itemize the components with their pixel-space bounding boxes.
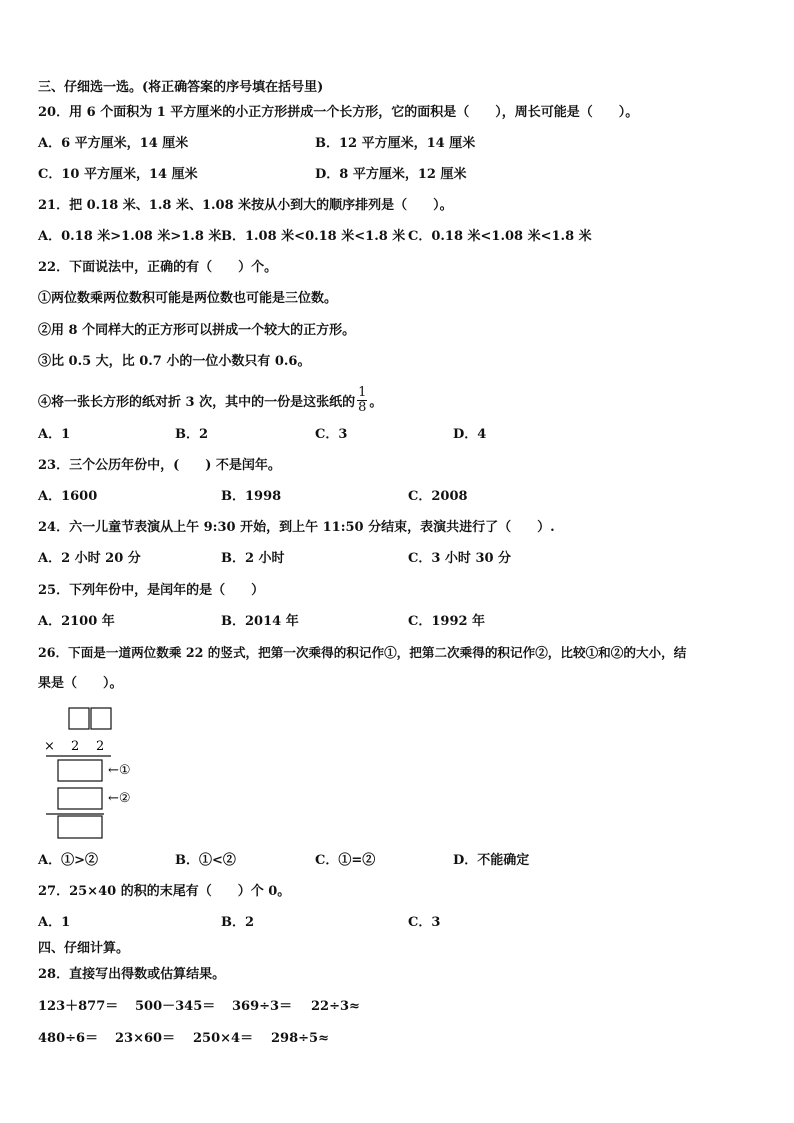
calc-item: 500－345＝ bbox=[135, 999, 216, 1014]
question-27-option-c[interactable]: C．3 bbox=[408, 915, 441, 930]
question-28-stem: 28．直接写出得数或估算结果。 bbox=[38, 967, 226, 982]
question-26-option-b[interactable]: B．①<② bbox=[175, 853, 236, 868]
question-22-option-d[interactable]: D．4 bbox=[453, 427, 487, 442]
question-20-option-d[interactable]: D．8 平方厘米，12 厘米 bbox=[315, 167, 467, 182]
section-4-title: 四、仔细计算。 bbox=[38, 941, 130, 956]
question-25-option-a[interactable]: A．2100 年 bbox=[38, 614, 115, 629]
question-21-option-c[interactable]: C．0.18 米<1.08 米<1.8 米 bbox=[408, 229, 592, 244]
question-22-stem: 22．下面说法中，正确的有（ ）个。 bbox=[38, 260, 278, 275]
question-22-statement-4 bbox=[38, 385, 383, 417]
second-product-box bbox=[58, 788, 102, 809]
question-24-option-a[interactable]: A．2 小时 20 分 bbox=[38, 551, 141, 566]
calc-item: 298÷5≈ bbox=[271, 1031, 329, 1046]
fraction-numerator: 1 bbox=[358, 385, 367, 400]
first-product-label: ←① bbox=[108, 763, 131, 778]
statement-4-text: ④将一张长方形的纸对折 3 次，其中的一份是这张纸的 bbox=[38, 395, 356, 410]
question-27-option-a[interactable]: A．1 bbox=[38, 915, 71, 930]
vertical-multiplication-diagram bbox=[38, 702, 168, 842]
question-23-option-c[interactable]: C．2008 bbox=[408, 489, 468, 504]
digit-box-tens bbox=[69, 708, 89, 729]
question-26-option-c[interactable]: C．①=② bbox=[315, 853, 376, 868]
multiplier-digit-ones: 2 bbox=[96, 739, 105, 754]
question-22-option-c[interactable]: C．3 bbox=[315, 427, 348, 442]
question-22-statement-1: ①两位数乘两位数积可能是两位数也可能是三位数。 bbox=[38, 291, 338, 306]
digit-box-ones bbox=[91, 708, 111, 729]
question-23-option-b[interactable]: B．1998 bbox=[221, 489, 282, 504]
question-21-option-b[interactable]: B．1.08 米<0.18 米<1.8 米 bbox=[221, 229, 406, 244]
question-20-stem: 20．用 6 个面积为 1 平方厘米的小正方形拼成一个长方形，它的面积是（ ），周长可能是（ ）。 bbox=[38, 105, 639, 120]
question-22-option-b[interactable]: B．2 bbox=[175, 427, 209, 442]
question-25-stem: 25．下列年份中，是闰年的是（ ） bbox=[38, 583, 265, 598]
question-24-option-c[interactable]: C．3 小时 30 分 bbox=[408, 551, 512, 566]
question-20-option-a[interactable]: A．6 平方厘米，14 厘米 bbox=[38, 136, 189, 151]
question-22-statement-2: ②用 8 个同样大的正方形可以拼成一个较大的正方形。 bbox=[38, 323, 356, 338]
question-24-stem: 24．六一儿童节表演从上午 9:30 开始，到上午 11:50 分结束，表演共进行了（ ）. bbox=[38, 520, 555, 535]
calc-item: 123＋877＝ bbox=[38, 999, 119, 1014]
final-product-box bbox=[58, 816, 102, 838]
question-26-stem-line-2: 果是（ ）。 bbox=[38, 676, 123, 691]
question-25-option-c[interactable]: C．1992 年 bbox=[408, 614, 486, 629]
second-product-label: ←② bbox=[108, 791, 131, 806]
first-product-box bbox=[58, 760, 102, 781]
section-3-title: 三、仔细选一选。(将正确答案的序号填在括号里) bbox=[38, 80, 324, 95]
calc-item: 369÷3＝ bbox=[232, 999, 293, 1014]
question-24-option-b[interactable]: B．2 小时 bbox=[221, 551, 285, 566]
question-20-option-c[interactable]: C．10 平方厘米，14 厘米 bbox=[38, 167, 198, 182]
question-26-option-a[interactable]: A．①>② bbox=[38, 853, 98, 868]
question-27-stem: 27．25×40 的积的末尾有（ ）个 0。 bbox=[38, 884, 291, 899]
fraction-one-eighth bbox=[357, 386, 367, 415]
question-27-option-b[interactable]: B．2 bbox=[221, 915, 255, 930]
fraction-denominator: 8 bbox=[358, 400, 367, 415]
calc-item: 480÷6＝ bbox=[38, 1031, 99, 1046]
question-21-option-a[interactable]: A．0.18 米>1.08 米>1.8 米 bbox=[38, 229, 222, 244]
question-26-option-d[interactable]: D．不能确定 bbox=[453, 853, 530, 868]
question-23-stem: 23．三个公历年份中，( ) 不是闰年。 bbox=[38, 458, 281, 473]
question-20-option-b[interactable]: B．12 平方厘米，14 厘米 bbox=[315, 136, 476, 151]
multiplier-digit-tens: 2 bbox=[71, 739, 80, 754]
calc-item: 22÷3≈ bbox=[311, 999, 360, 1014]
statement-4-end: 。 bbox=[369, 395, 383, 410]
calc-item: 250×4＝ bbox=[193, 1031, 254, 1046]
question-23-option-a[interactable]: A．1600 bbox=[38, 489, 98, 504]
calc-item: 23×60＝ bbox=[115, 1031, 176, 1046]
question-21-stem: 21．把 0.18 米、1.8 米、1.08 米按从小到大的顺序排列是（ ）。 bbox=[38, 198, 453, 213]
question-22-option-a[interactable]: A．1 bbox=[38, 427, 71, 442]
question-22-statement-3: ③比 0.5 大，比 0.7 小的一位小数只有 0.6。 bbox=[38, 354, 311, 369]
question-25-option-b[interactable]: B．2014 年 bbox=[221, 614, 299, 629]
times-sign: × bbox=[44, 739, 55, 754]
question-26-stem-line-1: 26．下面是一道两位数乘 22 的竖式，把第一次乘得的积记作①，把第二次乘得的积记作②，比较①和②的大小，结 bbox=[38, 645, 687, 660]
